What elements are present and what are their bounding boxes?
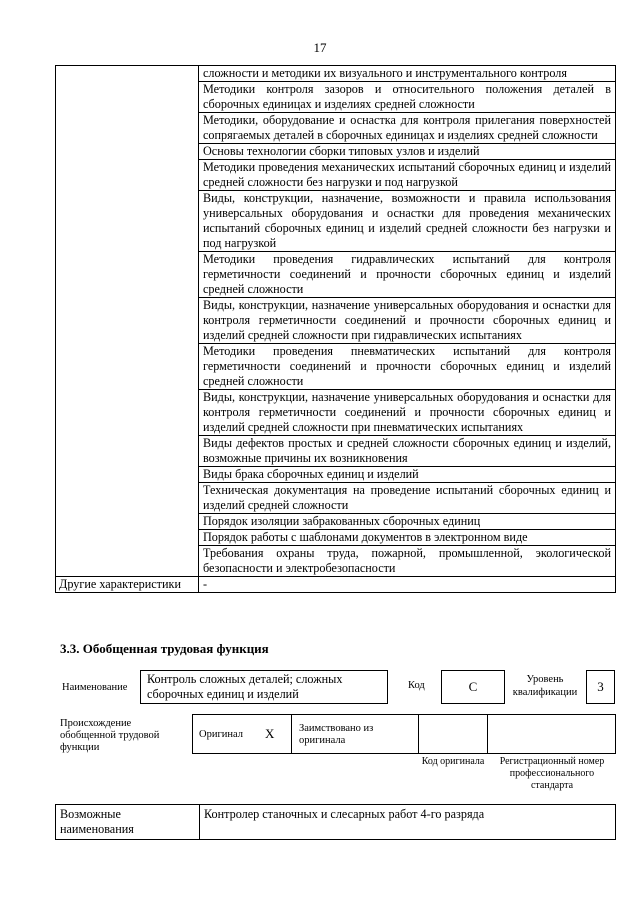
code-box	[441, 670, 505, 704]
page-number: 17	[313, 40, 327, 55]
other-characteristics-row	[56, 577, 616, 593]
original-code-cell	[418, 714, 488, 754]
level-value: 3	[597, 679, 604, 694]
original-label: Оригинал	[199, 729, 243, 740]
requirement-text: Виды дефектов простых и средней сложности сборочных единиц и изделий, возможные причины их возникновения	[199, 436, 616, 467]
name-label: Наименование	[62, 682, 128, 693]
requirement-text: Порядок изоляции забракованных сборочных единиц	[199, 514, 616, 530]
level-box	[586, 670, 615, 704]
requirement-text: Виды, конструкции, назначение, возможности и правила использования универсальных оборудования и оснастки для проведения механических испытаний сборочных единиц и изделий средней сложности без нагрузки и под нагрузкой	[199, 191, 616, 252]
original-mark: X	[265, 726, 275, 741]
requirement-text: Методики контроля зазоров и относительного положения деталей в сборочных единицах и изделиях средней сложности	[199, 82, 616, 113]
requirement-text: Основы технологии сборки типовых узлов и изделий	[199, 144, 616, 160]
requirements-table	[55, 65, 616, 593]
requirement-text: Требования охраны труда, пожарной, промышленной, экологической безопасности и электробезопасности	[199, 546, 616, 577]
requirement-text: сложности и методики их визуального и инструментального контроля	[199, 66, 616, 82]
other-characteristics-label: Другие характеристики	[56, 577, 199, 593]
other-characteristics-value: -	[199, 577, 616, 593]
origin-label: Происхождение обобщенной трудовой функции	[60, 718, 160, 753]
requirement-text: Порядок работы с шаблонами документов в электронном виде	[199, 530, 616, 546]
requirement-text: Виды, конструкции, назначение универсальных оборудования и оснастки для контроля герметичности соединений и прочности сборочных единиц и изделий средней сложности при пневматических испытаниях	[199, 390, 616, 436]
requirements-body	[56, 66, 616, 577]
registration-number-cell	[487, 714, 616, 754]
function-name-value: Контроль сложных деталей; сложных сборочных единиц и изделий	[147, 672, 343, 701]
possible-names-value: Контролер станочных и слесарных работ 4-го разряда	[200, 805, 616, 840]
code-caption: Код оригинала	[421, 756, 485, 767]
requirement-text: Методики, оборудование и оснастка для контроля прилегания поверхностей сопрягаемых деталей в сборочных единицах и изделиях средней сложности	[199, 113, 616, 144]
requirement-text: Методики проведения гидравлических испытаний для контроля герметичности соединений и прочности сборочных единиц и изделий средней сложности	[199, 252, 616, 298]
requirements-label-cell	[56, 66, 199, 577]
requirement-text: Виды, конструкции, назначение универсальных оборудования и оснастки для контроля герметичности соединений и прочности сборочных единиц и изделий средней сложности при гидравлических испытаниях	[199, 298, 616, 344]
requirement-text: Техническая документация на проведение испытаний сборочных единиц и изделий средней сложности	[199, 483, 616, 514]
requirement-text: Виды брака сборочных единиц и изделий	[199, 467, 616, 483]
function-name-box	[140, 670, 388, 704]
level-label: Уровень квалификации	[512, 674, 578, 698]
registration-caption: Регистрационный номер профессионального стандарта	[499, 756, 605, 791]
borrowed-cell	[291, 714, 419, 754]
code-value: C	[468, 679, 478, 694]
original-cell	[192, 714, 292, 754]
requirement-row	[56, 66, 616, 82]
requirement-text: Методики проведения пневматических испытаний для контроля герметичности соединений и прочности сборочных единиц и изделий средней сложности	[199, 344, 616, 390]
requirement-text: Методики проведения механических испытаний сборочных единиц и изделий средней сложности без нагрузки и под нагрузкой	[199, 160, 616, 191]
possible-names-table	[55, 804, 616, 840]
borrowed-label: Заимствовано из оригинала	[299, 723, 374, 746]
section-title: 3.3. Обобщенная трудовая функция	[60, 641, 269, 656]
code-label: Код	[408, 680, 425, 691]
possible-names-row	[56, 805, 616, 840]
possible-names-label: Возможные наименования	[56, 805, 200, 840]
